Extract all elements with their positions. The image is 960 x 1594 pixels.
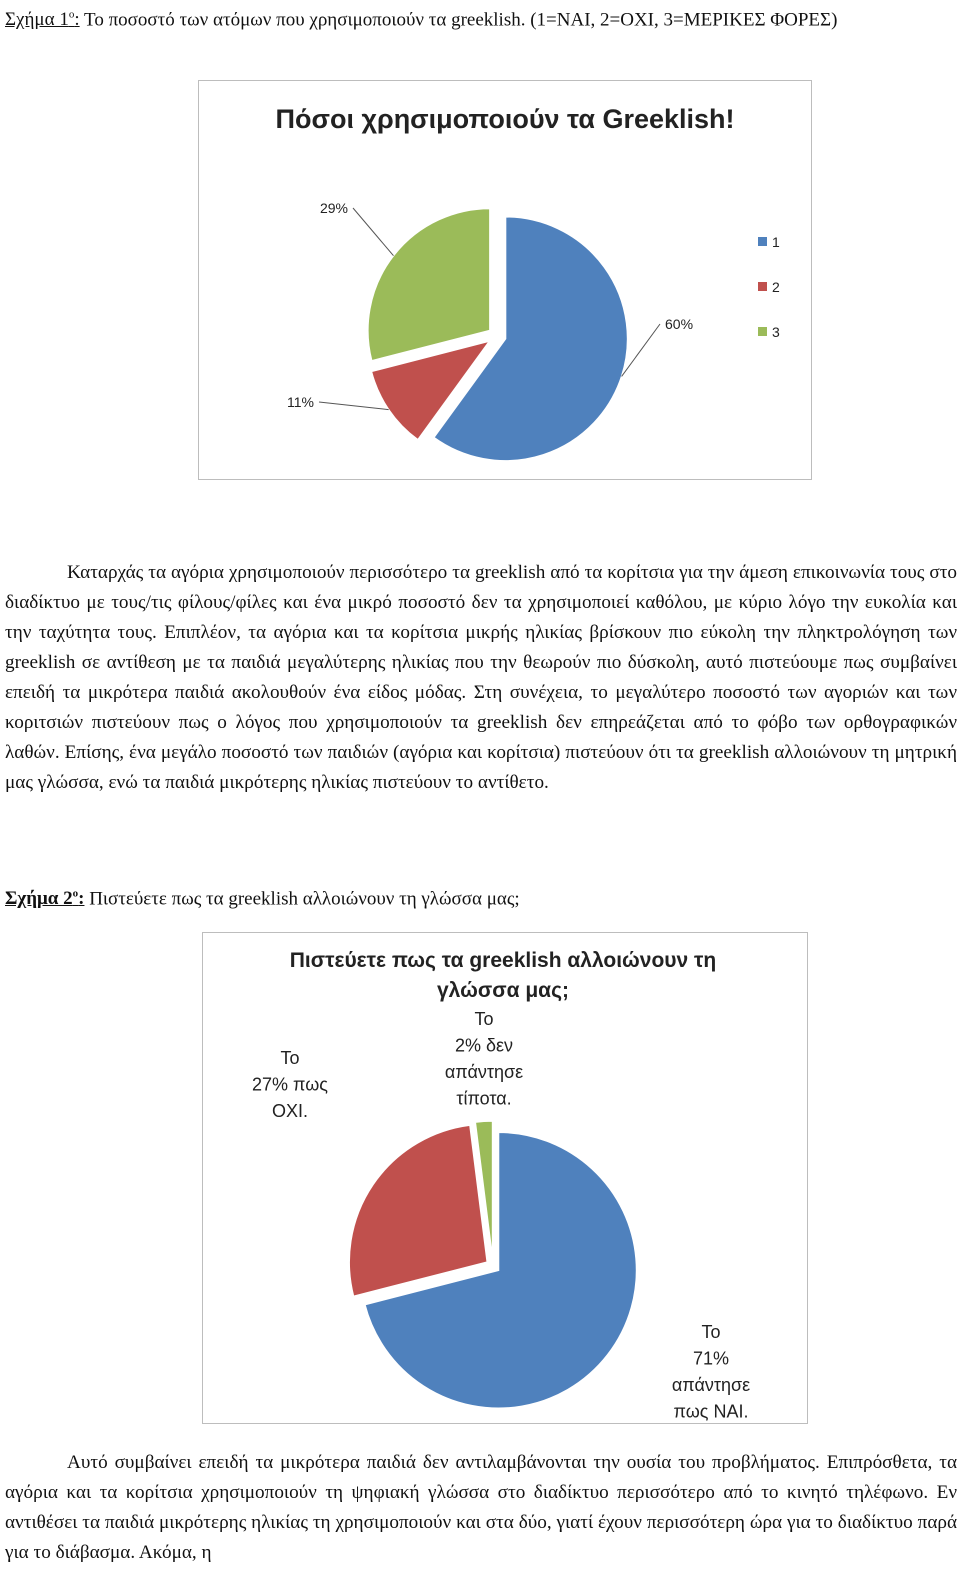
data-label-1: 60% — [665, 316, 694, 332]
chart1-pie-chart — [199, 81, 811, 479]
chart2-title-line-2: γλώσσα μας; — [437, 979, 569, 1002]
data-label-no-answer-line-3: απάντησε — [444, 1062, 524, 1082]
chart1-title: Πόσοι χρησιμοποιούν τα Greeklish! — [275, 104, 735, 134]
data-label-no-answer-line-1: Το — [474, 1009, 494, 1029]
leader-line-3 — [353, 208, 393, 256]
legend-label-2: 2 — [772, 279, 780, 295]
data-label-yes-line-1: Το — [701, 1322, 721, 1342]
legend-swatch-1 — [758, 237, 767, 246]
data-label-no-line-2: 27% πως — [252, 1074, 328, 1095]
data-label-no-answer-line-4: τίποτα. — [456, 1088, 512, 1109]
figure2-caption-colon: : — [78, 888, 85, 910]
data-label-2: 11% — [287, 394, 314, 410]
body-paragraph-2-text: Αυτό συμβαίνει επειδή τα μικρότερα παιδιά δεν αντιλαμβάνονται την ουσία του προβλήματος. Επιπρόσθετα, τα αγόρια και τα κορίτσια χρησιμοποιούν τη ψηφιακή γλώσσα στο διαδίκτυο περισσότερο από το κινητό τηλέφωνο. Εν αντιθέσει τα παιδιά μικρότερης ηλικίας τη χρησιμοποιούν και στα δύο, γιατί έχουν περισσότερη ώρα για το διαδίκτυο παρά για το διάβασμα. Ακόμα, η — [5, 1452, 957, 1563]
leader-line-2 — [319, 402, 389, 410]
legend-swatch-3 — [758, 327, 767, 336]
figure1-caption — [5, 0, 837, 35]
legend-label-3: 3 — [772, 324, 780, 340]
figure1-caption-sup: ο — [68, 9, 75, 21]
figure2-caption — [5, 879, 520, 914]
data-label-no-line-3: ΟΧΙ. — [271, 1101, 309, 1121]
body-paragraph-2 — [5, 1448, 957, 1568]
body-paragraph-1 — [5, 558, 957, 798]
data-label-no-answer-line-2: 2% δεν — [454, 1035, 514, 1056]
figure1-caption-text: Το ποσοστό των ατόμων που χρησιμοποιούν τα greeklish. (1=ΝΑΙ, 2=ΟΧΙ, 3=ΜΕΡΙΚΕΣ ΦΟΡΕΣ) — [79, 9, 838, 31]
figure2-caption-sup: ο — [72, 888, 79, 900]
figure2-caption-label: Σχήμα 2 — [5, 888, 73, 910]
chart2-title-line-1: Πιστεύετε πως τα greeklish αλλοιώνουν τη — [289, 949, 717, 972]
data-label-yes-line-2: 71% — [692, 1348, 730, 1369]
data-label-3: 29% — [319, 200, 348, 216]
data-label-yes-line-4: πως ΝΑΙ. — [673, 1401, 749, 1422]
pie-slice-2 — [349, 1125, 487, 1296]
chart1-frame — [198, 80, 812, 480]
pie-slice-3 — [368, 208, 490, 360]
legend-label-1: 1 — [772, 234, 780, 250]
figure1-caption-colon: : — [74, 9, 80, 31]
chart2-frame — [202, 932, 808, 1424]
chart2-pie-chart — [203, 933, 807, 1423]
figure2-caption-text: Πιστεύετε πως τα greeklish αλλοιώνουν τη γλώσσα μας; — [84, 888, 520, 910]
data-label-no-line-1: Το — [280, 1048, 300, 1068]
body-paragraph-1-text: Καταρχάς τα αγόρια χρησιμοποιούν περισσότερο τα greeklish από τα κορίτσια για την άμεση επικοινωνία τους στο διαδίκτυο με τους/τις φίλους/φίλες και ένα μικρό ποσοστό δεν τα χρησιμοποιεί καθόλου, με κύριο λόγο την ευκολία και την ταχύτητα τους. Επιπλέον, τα αγόρια και τα κορίτσια μικρής ηλικίας βρίσκουν πιο εύκολη την πληκτρολόγηση των greeklish σε αντίθεση με τα παιδιά μεγαλύτερης ηλικίας που την θεωρούν πιο δύσκολη, αυτό πιστεύουμε πως συμβαίνει επειδή τα μικρότερα παιδιά ακολουθούν ένα είδος μόδας. Στη συνέχεια, το μεγαλύτερο ποσοστό των αγοριών και των κοριτσιών πιστεύουν πως ο λόγος που χρησιμοποιούν τα greeklish δεν επηρεάζεται από το φόβο των ορθογραφικών λαθών. Επίσης, ένα μεγάλο ποσοστό των παιδιών (αγόρια και κορίτσια) πιστεύουν ότι τα greeklish αλλοιώνουν τη μητρική μας γλώσσα, ενώ τα παιδιά μικρότερης ηλικίας πιστεύουν το αντίθετο. — [5, 562, 957, 793]
data-label-yes-line-3: απάντησε — [671, 1375, 751, 1395]
legend-swatch-2 — [758, 282, 767, 291]
figure1-caption-label: Σχήμα 1 — [5, 9, 69, 31]
